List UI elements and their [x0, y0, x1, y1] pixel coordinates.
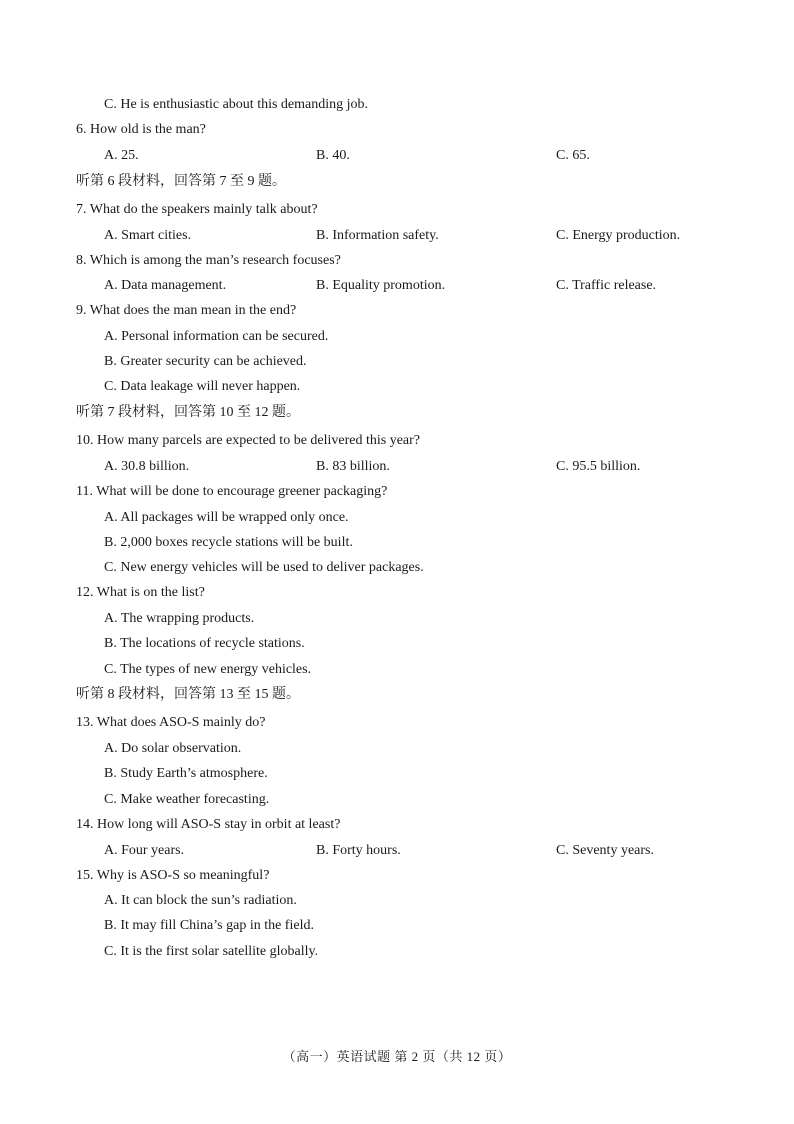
option-text: C. Seventy years.: [556, 843, 654, 858]
option-text: C. 65.: [556, 148, 590, 163]
page-footer: （高一）英语试题 第 2 页（共 12 页）: [282, 1049, 512, 1064]
section-instruction: 听第 7 段材料，回答第 10 至 12 题。: [76, 405, 300, 420]
question-text: 8. Which is among the man’s research focuses?: [76, 253, 341, 268]
option-text: C. Make weather forecasting.: [104, 792, 270, 807]
option-text: B. 2,000 boxes recycle stations will be built.: [104, 535, 353, 550]
option-text: B. Equality promotion.: [316, 278, 446, 293]
option-text: B. Greater security can be achieved.: [104, 354, 307, 369]
option-text: A. Personal information can be secured.: [104, 329, 329, 344]
option-text: A. Data management.: [104, 278, 227, 293]
option-text: A. It can block the sun’s radiation.: [104, 893, 297, 908]
option-text: A. Four years.: [104, 843, 185, 858]
question-text: 11. What will be done to encourage greener packaging?: [76, 484, 388, 499]
option-text: A. 30.8 billion.: [104, 459, 190, 474]
option-text: C. Data leakage will never happen.: [104, 379, 301, 394]
option-text: B. Information safety.: [316, 228, 439, 243]
option-text: C. He is enthusiastic about this demanding job.: [104, 97, 369, 112]
option-text: C. It is the first solar satellite globally.: [104, 944, 319, 959]
question-text: 9. What does the man mean in the end?: [76, 303, 297, 318]
question-text: 12. What is on the list?: [76, 585, 205, 600]
option-text: C. 95.5 billion.: [556, 459, 641, 474]
option-text: B. The locations of recycle stations.: [104, 636, 305, 651]
option-text: C. The types of new energy vehicles.: [104, 662, 312, 677]
option-text: B. 83 billion.: [316, 459, 390, 474]
option-text: A. 25.: [104, 148, 139, 163]
question-text: 10. How many parcels are expected to be delivered this year?: [76, 433, 421, 448]
option-text: A. All packages will be wrapped only once.: [104, 510, 349, 525]
section-instruction: 听第 8 段材料，回答第 13 至 15 题。: [76, 687, 300, 702]
option-text: C. Traffic release.: [556, 278, 657, 293]
option-text: C. New energy vehicles will be used to deliver packages.: [104, 560, 424, 575]
option-text: C. Energy production.: [556, 228, 681, 243]
option-text: B. Study Earth’s atmosphere.: [104, 766, 268, 781]
option-text: B. Forty hours.: [316, 843, 401, 858]
option-text: A. The wrapping products.: [104, 611, 255, 626]
question-text: 15. Why is ASO-S so meaningful?: [76, 868, 270, 883]
question-text: 6. How old is the man?: [76, 122, 206, 137]
section-instruction: 听第 6 段材料，回答第 7 至 9 题。: [76, 174, 286, 189]
question-text: 7. What do the speakers mainly talk about?: [76, 202, 318, 217]
option-text: B. 40.: [316, 148, 350, 163]
option-text: A. Smart cities.: [104, 228, 192, 243]
option-text: B. It may fill China’s gap in the field.: [104, 918, 314, 933]
question-text: 13. What does ASO-S mainly do?: [76, 715, 266, 730]
option-text: A. Do solar observation.: [104, 741, 242, 756]
question-text: 14. How long will ASO-S stay in orbit at least?: [76, 817, 341, 832]
